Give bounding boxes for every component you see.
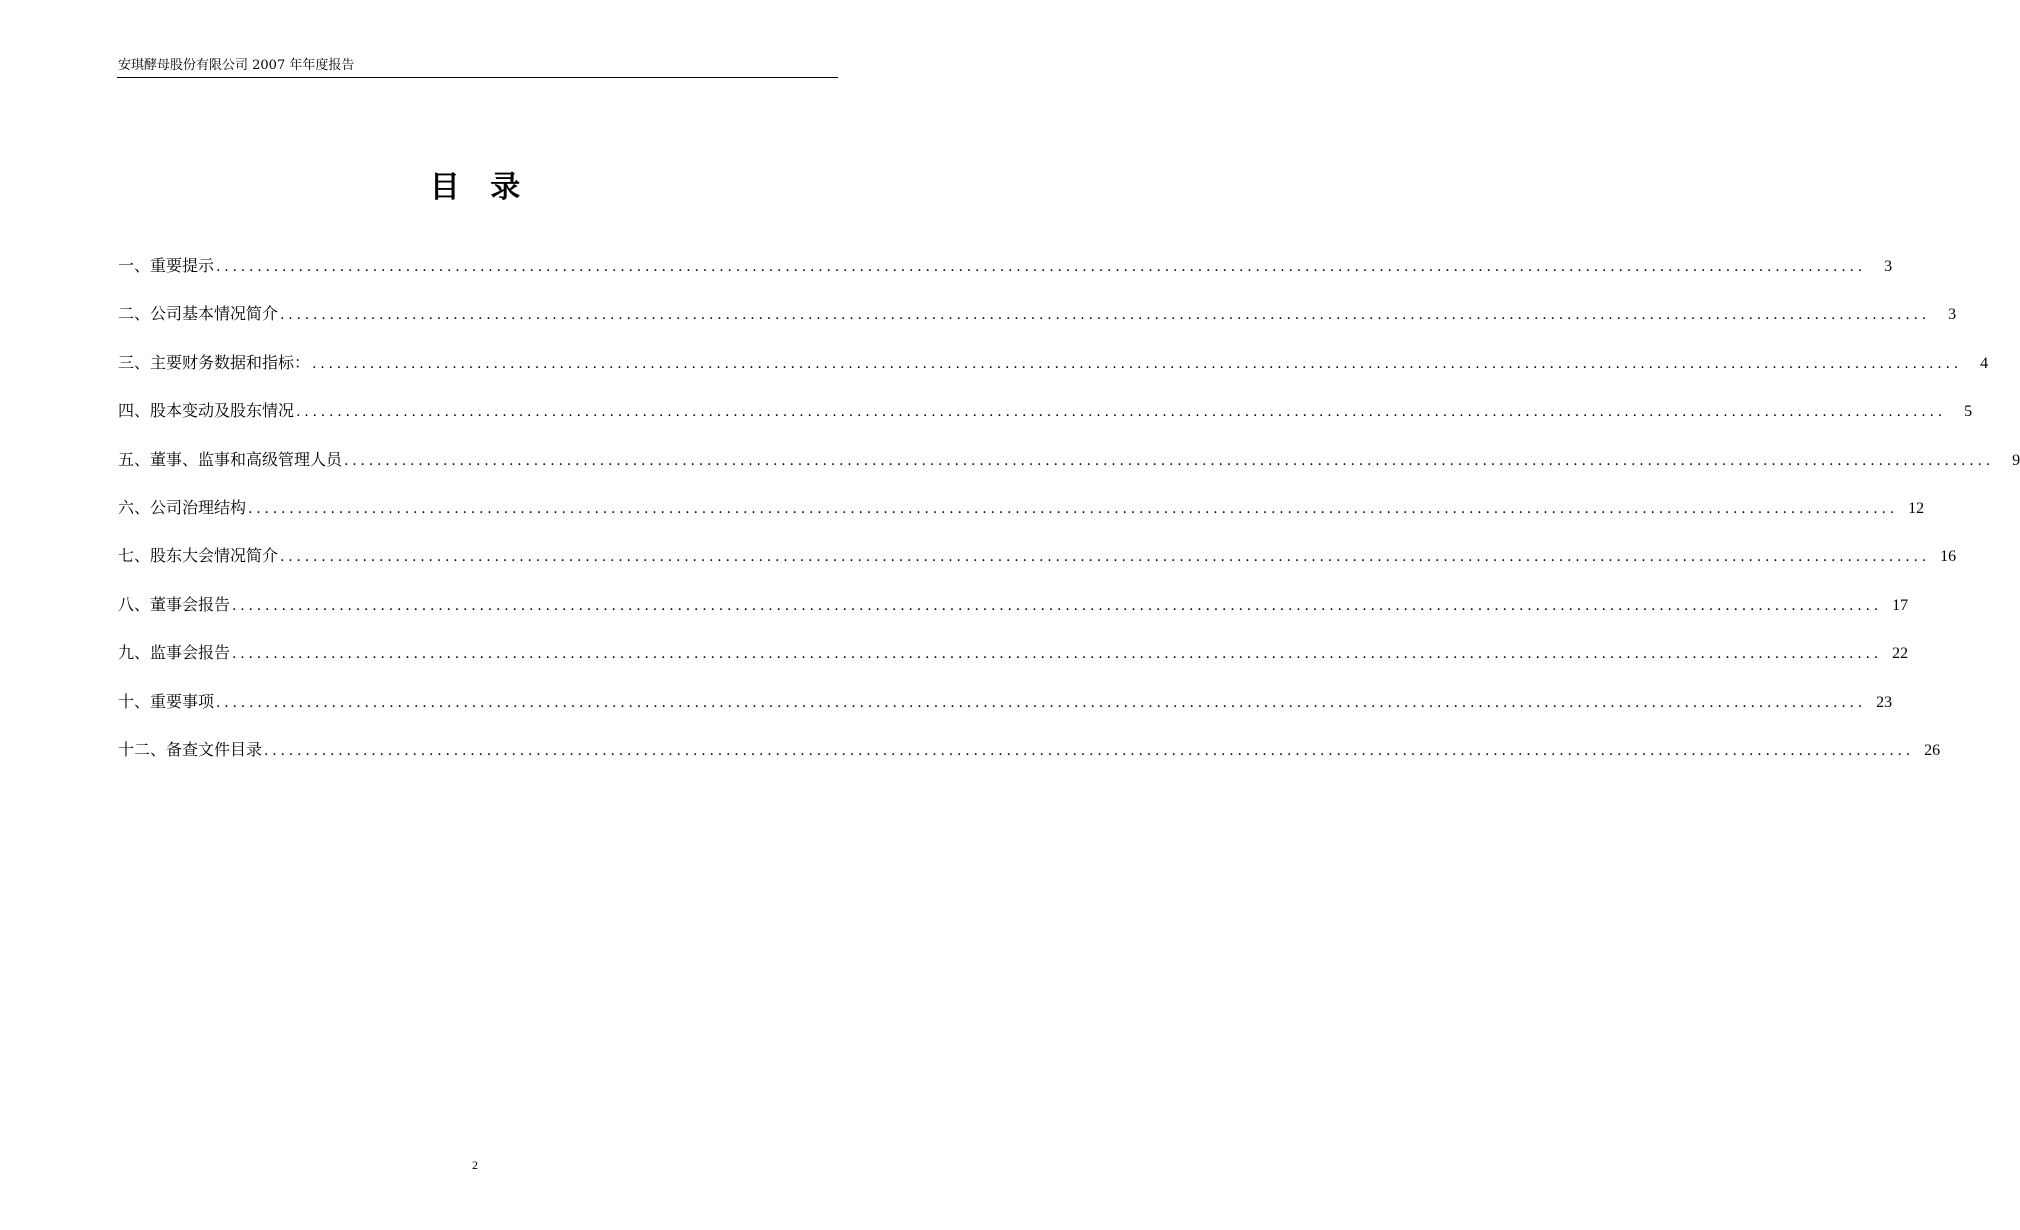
table-of-contents xyxy=(118,255,2020,787)
toc-entry-page: 12 xyxy=(1908,499,1925,517)
toc-leader: ........................................................................................................................................................................................................ xyxy=(216,694,1867,711)
toc-entry-label: 六、公司治理结构 xyxy=(118,497,247,517)
toc-title: 目 录 xyxy=(429,170,531,205)
toc-leader: ........................................................................................................................................................................................................ xyxy=(280,307,1931,324)
toc-entry-label: 一、重要提示 xyxy=(118,256,215,275)
toc-entry-label: 五、董事、监事和高级管理人员 xyxy=(118,449,343,469)
toc-entry-label: 四、股本变动及股东情况 xyxy=(118,401,295,421)
toc-leader: ........................................................................................................................................................................................................ xyxy=(296,404,1947,421)
header-title: 安琪酵母股份有限公司 2007 年年度报告 xyxy=(118,58,355,73)
toc-entry[interactable] xyxy=(118,497,1925,545)
toc-leader: ........................................................................................................................................................................................................ xyxy=(232,597,1883,614)
toc-leader: ........................................................................................................................................................................................................ xyxy=(248,500,1899,517)
toc-entry[interactable] xyxy=(118,642,1909,690)
toc-entry[interactable] xyxy=(118,352,1989,400)
toc-entry-page: 23 xyxy=(1876,693,1893,711)
toc-leader: ........................................................................................................................................................................................................ xyxy=(344,452,1995,469)
toc-leader: ........................................................................................................................................................................................................ xyxy=(312,355,1963,372)
toc-entry-label: 十、重要事项 xyxy=(118,691,215,711)
toc-entry-label: 八、董事会报告 xyxy=(118,594,231,614)
page-header xyxy=(117,57,838,78)
page-number: 2 xyxy=(472,1158,478,1172)
toc-entry-label: 三、主要财务数据和指标： xyxy=(118,352,311,372)
toc-entry-page: 3 xyxy=(1948,306,1957,324)
toc-entry-label: 二、公司基本情况简介 xyxy=(118,304,279,324)
toc-leader: ........................................................................................................................................................................................................ xyxy=(216,259,1867,275)
toc-leader: ........................................................................................................................................................................................................ xyxy=(232,646,1883,663)
toc-entry-label: 十二、备查文件目录 xyxy=(118,739,263,759)
toc-entry[interactable] xyxy=(118,255,1893,303)
toc-entry[interactable] xyxy=(118,400,1973,448)
toc-entry-page: 4 xyxy=(1980,354,1989,372)
toc-entry-label: 九、监事会报告 xyxy=(118,643,231,663)
toc-entry[interactable] xyxy=(118,691,1893,739)
toc-entry-page: 16 xyxy=(1940,548,1957,566)
toc-entry-label: 七、股东大会情况简介 xyxy=(118,546,279,566)
toc-entry-page: 3 xyxy=(1884,258,1893,275)
toc-entry-page: 22 xyxy=(1892,645,1909,663)
toc-entry-page: 17 xyxy=(1892,596,1909,614)
toc-entry[interactable] xyxy=(118,594,1909,642)
toc-entry-page: 9 xyxy=(2012,451,2020,469)
toc-entry-page: 5 xyxy=(1964,403,1973,421)
toc-entry[interactable] xyxy=(118,739,1941,787)
toc-entry[interactable] xyxy=(118,449,2020,497)
toc-entry[interactable] xyxy=(118,303,1957,351)
toc-entry[interactable] xyxy=(118,545,1957,593)
toc-leader: ........................................................................................................................................................................................................ xyxy=(264,742,1915,759)
toc-entry-page: 26 xyxy=(1924,741,1941,759)
toc-leader: ........................................................................................................................................................................................................ xyxy=(280,549,1931,566)
